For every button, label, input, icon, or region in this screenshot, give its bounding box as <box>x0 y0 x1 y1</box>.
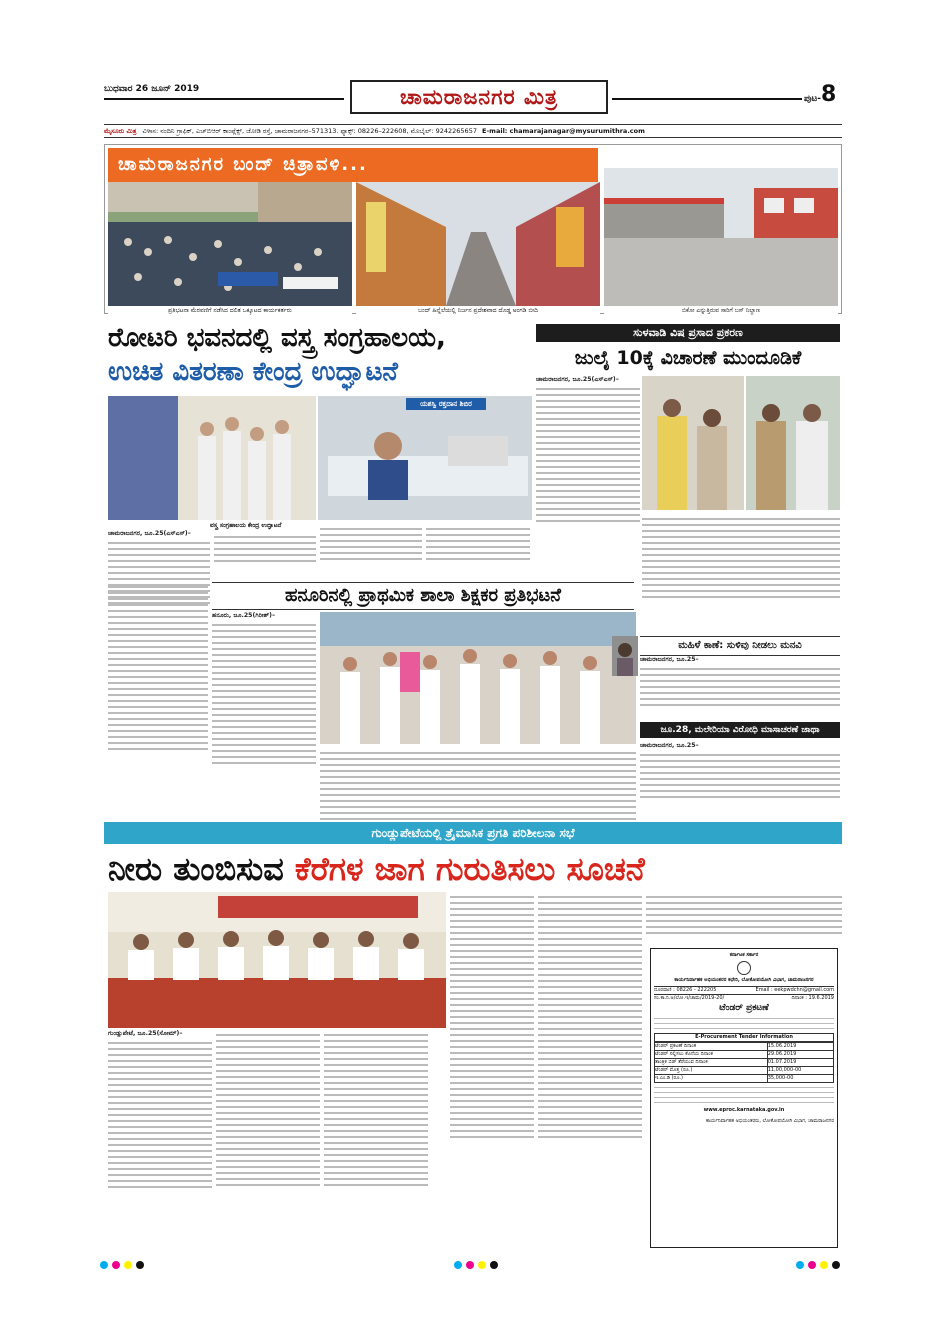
story5-headline: ಜೂ.28, ಮಲೇರಿಯಾ ವಿರೋಧಿ ಮಾಸಾಚರಣೆ ಜಾಥಾ <box>640 722 840 738</box>
table-row <box>655 1075 834 1083</box>
story2-headline: ಜುಲೈ 10ಕ್ಕೆ ವಿಚಾರಣೆ ಮುಂದೂಡಿಕೆ <box>574 347 802 369</box>
tender-cell: 11,00,000-00 <box>767 1067 833 1075</box>
story1-photo-caption: ವಸ್ತ್ರ ಸಂಗ್ರಹಾಲಯ ಕೇಂದ್ರ ಉದ್ಘಾಟನೆ <box>210 522 282 529</box>
story6-col-b <box>216 1030 320 1190</box>
banner-title: ಚಾಮರಾಜನಗರ ಬಂದ್ ಚಿತ್ರಾವಳಿ... <box>108 148 598 182</box>
story6-headline-a: ನೀರು ತುಂಬಿಸುವ <box>108 850 295 888</box>
tender-phone: ದೂರವಾಣಿ : 08226 - 222205 <box>654 987 717 993</box>
story1-col3 <box>320 524 422 564</box>
banner-caption-1: ಪ್ರತಿಭಟನಾ ಮೆರವಣಿಗೆ ನಡೆಸಿದ ದಲಿತ ಒಕ್ಕೂಟದ ಕಾರ್ಯಕರ್ತರು <box>108 306 352 315</box>
photo-bus-stand <box>604 168 838 306</box>
table-row <box>655 1059 834 1067</box>
banner-caption-2: ಬಂದ್ ಹಿನ್ನೆಲೆಯಲ್ಲಿ ನಿರ್ಜನ ಪ್ರದೇಶವಾದ ದೊಡ್ಡ ಅಂಗಡಿ ಬೀದಿ <box>356 306 600 315</box>
date-line: ಬುಧವಾರ 26 ಜೂನ್ 2019 <box>104 84 200 94</box>
story2-dateline-text: ಚಾಮರಾಜನಗರ, ಜೂ.25(ಎಸ್‌ಎಸ್)– <box>536 376 619 383</box>
story4-dateline-text: ಚಾಮರಾಜನಗರ, ಜೂ.25– <box>640 656 699 663</box>
tender-title: ಟೆಂಡರ್ ಪ್ರಕಟಣೆ <box>719 1003 769 1013</box>
contact-logo: ಮೈಸೂರು ಮಿತ್ರ <box>104 127 137 135</box>
tender-email: Email : eekpwdchn@gmail.com <box>755 987 834 993</box>
photo-protest-march <box>108 182 352 306</box>
tender-date: ದಿನಾಂಕ : 19.6.2019 <box>791 995 834 1001</box>
photo-review-meeting <box>108 892 446 1028</box>
story1-col2 <box>214 532 316 566</box>
story5-dateline-text: ಚಾಮರಾಜನಗರ, ಜೂ.25– <box>640 742 699 749</box>
story1-col4 <box>426 524 530 564</box>
tender-cell: 15.06.2019 <box>767 1043 833 1051</box>
story1-headline-1: ರೋಟರಿ ಭವನದಲ್ಲಿ ವಸ್ತ್ರ ಸಂಗ್ರಹಾಲಯ, <box>108 323 446 353</box>
contact-strip <box>104 124 842 138</box>
story4-body <box>640 656 840 710</box>
registration-marks-right <box>796 1254 844 1273</box>
tender-cell: ತಾಂತ್ರಿಕ ಬಿಡ್ ತೆರೆಯುವ ದಿನಾಂಕ <box>655 1059 768 1067</box>
story3-dateline-text: ಹನೂರು, ಜೂ.25(ಗಿರೀಶ್)– <box>212 612 276 619</box>
photo-court-women <box>642 376 744 510</box>
story2-body-right <box>642 514 840 602</box>
page-label: ಪುಟ- <box>804 94 821 104</box>
story6-col-d <box>450 892 534 1142</box>
registration-marks-center <box>454 1254 502 1273</box>
story6-col-e <box>538 892 642 1142</box>
tender-office: ಕಾರ್ಯನಿರ್ವಾಹಕ ಅಭಿಯಂತರರ ಕಛೇರಿ, ಲೋಕೋಪಯೋಗಿ ವಿಭಾಗ, ಚಾಮರಾಜನಗರ <box>674 977 814 983</box>
photo-empty-street <box>356 182 600 306</box>
story6-headline-b: ಕೆರೆಗಳ ಜಾಗ ಗುರುತಿಸಲು ಸೂಚನೆ <box>294 850 645 888</box>
tender-cell: 35,000-00 <box>767 1075 833 1083</box>
story1-dateline: ಚಾಮರಾಜನಗರ, ಜೂ.25(ಎಸ್‌ಎಸ್)– <box>108 530 191 537</box>
tender-gov: ಕರ್ನಾಟಕ ಸರ್ಕಾರ <box>729 952 759 958</box>
photo-blood-donation <box>318 396 532 520</box>
story3-lower-cols <box>320 748 636 824</box>
story6-kicker: ಗುಂಡ್ಲುಪೇಟೆಯಲ್ಲಿ ತ್ರೈಮಾಸಿಕ ಪ್ರಗತಿ ಪರಿಶೀಲನಾ ಸಭೆ <box>104 822 842 844</box>
story1-headline-2: ಉಚಿತ ವಿತರಣಾ ಕೇಂದ್ರ ಉದ್ಘಾಟನೆ <box>108 357 398 387</box>
story2-body <box>536 376 640 526</box>
contact-email: E-mail: chamarajanagar@mysurumithra.com <box>482 127 645 135</box>
photo-missing-woman <box>612 636 638 676</box>
blood-camp-tag: ಯಶಸ್ವಿ ರಕ್ತದಾನ ಶಿಬಿರ <box>406 398 486 410</box>
page-number: 8 <box>820 82 837 107</box>
tender-ad <box>650 948 838 1248</box>
page-number-box <box>804 82 836 107</box>
contact-text: ವಿಳಾಸ: ನಂದಿನಿ ಗ್ರಾಫಿಕ್, ಎಚ್‌ಬಿಆರ್ ಕಾಂಪ್ಲೆಕ್ಸ್, ಜೋಡಿ ರಸ್ತೆ, ಚಾಮರಾಜನಗರ–571313. ಫ್ಯಾಕ್ಸ್: 08226–222608, ಮೊಬೈಲ್: 9242265657 <box>142 127 477 135</box>
tender-ref: ಸಂ.ಕಾ.ನಿ.ಅ/ಲೋ.ಇ/ಚಾಮ/2019-20/ <box>654 995 725 1001</box>
story3-col1 <box>212 612 316 768</box>
banner-caption-3: ಬಿಕೋ ಎನ್ನುತ್ತಿರುವ ಸಾರಿಗೆ ಬಸ್ ನಿಲ್ದಾಣ <box>604 306 838 315</box>
tender-emblem-icon <box>737 961 751 975</box>
masthead-right-rule <box>612 98 802 100</box>
masthead: ಚಾಮರಾಜನಗರ ಮಿತ್ರ <box>350 80 608 114</box>
tender-table-title: E-Procurement Tender Information <box>654 1033 834 1042</box>
story6-dateline-text: ಗುಂಡ್ಲುಪೇಟೆ, ಜೂ.25(ಸೋಮ್)– <box>108 1030 183 1037</box>
story6-col-a <box>108 1030 212 1192</box>
story5-body <box>640 742 840 802</box>
story6-col-c <box>324 1030 428 1190</box>
story1-lower-text <box>108 582 208 754</box>
photo-court-police <box>746 376 840 510</box>
tender-cell: 01.07.2019 <box>767 1059 833 1067</box>
table-row <box>655 1067 834 1075</box>
photo-teachers-protest <box>320 612 636 744</box>
tender-cell: ಟೆಂಡರ್ ಸಲ್ಲಿಸಲು ಕೊನೆಯ ದಿನಾಂಕ <box>655 1051 768 1059</box>
story4-headline: ಮಹಿಳೆ ಕಾಣೆ: ಸುಳಿವು ನೀಡಲು ಮನವಿ <box>640 636 840 656</box>
story6-headline <box>108 848 842 890</box>
tender-signature: ಕಾರ್ಯನಿರ್ವಾಹಕ ಅಭಿಯಂತರರು, ಲೋಕೋಪಯೋಗಿ ವಿಭಾಗ, ಚಾಮರಾಜನಗರ <box>706 1118 834 1124</box>
story2-kicker: ಸುಳವಾಡಿ ವಿಷ ಪ್ರಸಾದ ಪ್ರಕರಣ <box>536 324 840 342</box>
tender-cell: ಟೆಂಡರ್ ಮೊತ್ತ (ರೂ.) <box>655 1067 768 1075</box>
tender-website: www.eproc.karnataka.gov.in <box>703 1107 785 1113</box>
photo-rotary-inauguration <box>108 396 316 520</box>
tender-cell: ಇ.ಎಂ.ಡಿ (ರೂ.) <box>655 1075 768 1083</box>
masthead-left-rule <box>104 98 344 100</box>
tender-table <box>654 1042 834 1083</box>
story3-headline: ಹನೂರಿನಲ್ಲಿ ಪ್ರಾಥಮಿಕ ಶಾಲಾ ಶಿಕ್ಷಕರ ಪ್ರತಿಭಟನೆ <box>212 582 634 610</box>
registration-marks-left <box>100 1254 148 1273</box>
tender-cell: ಟೆಂಡರ್ ಪ್ರಕಟಣೆ ದಿನಾಂಕ <box>655 1043 768 1051</box>
tender-cell: 29.06.2019 <box>767 1051 833 1059</box>
table-row <box>655 1051 834 1059</box>
story6-col-f <box>646 892 842 938</box>
table-row <box>655 1043 834 1051</box>
